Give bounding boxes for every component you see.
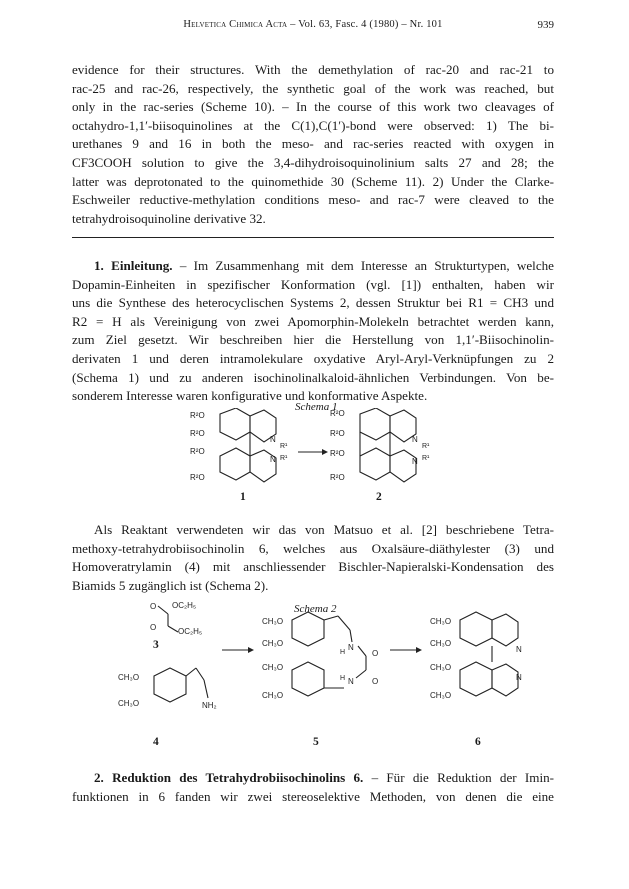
journal-citation — [72, 19, 554, 30]
summary-line: octahydro-1,1′-biisoquinolines at the C(1),C(1′)-bond were observed: 1) The bi- — [72, 117, 554, 133]
nitrogen-label: N — [516, 673, 522, 682]
nitrogen-label: N — [348, 677, 354, 686]
r1-label: R¹ — [422, 443, 430, 450]
scheme1-diagram — [180, 408, 460, 496]
oxygen-label: O — [150, 602, 157, 611]
running-header — [72, 19, 554, 35]
reactant-paragraph — [72, 521, 554, 595]
paragraph-line: Biamids 5 zugänglich ist (Schema 2). — [72, 577, 269, 593]
compound-number-3: 3 — [153, 639, 159, 651]
oxygen-label: O — [372, 649, 379, 658]
methoxy-label: CH₃O — [118, 699, 140, 708]
compound-number-1: 1 — [240, 491, 246, 503]
journal-issue: – Vol. 63, Fasc. 4 (1980) – Nr. 101 — [287, 19, 443, 30]
r2o-label: R²O — [190, 447, 205, 456]
nitrogen-label: N — [270, 455, 276, 464]
arrow-head — [416, 647, 422, 653]
section-line: uns die Synthese des heterocyclischen Systems 2, dessen Struktur bei R1 = CH3 und — [72, 295, 554, 311]
oxygen-label: O — [150, 623, 157, 632]
summary-line: urethanes 9 and 16 in both the meso- and rac-series reacted with oxygen in — [72, 136, 554, 152]
section-line: Dopamin-Einheiten in spezifischer Konformation (vgl. [1]) enthalten, haben wir — [72, 276, 554, 292]
section-line: derivaten 1 und deren intramolekulare oxydative Aryl-Aryl-Verknüpfungen zu 2 — [72, 350, 554, 366]
paragraph-line: Homoveratrylamin (4) mit anschliessender Bischler-Napieralski-Kondensation des — [72, 559, 554, 575]
section-line: – Im Zusammenhang mit dem Interesse an Strukturtypen, welche — [172, 258, 554, 273]
summary-line: tetrahydroisoquinoline derivative 32. — [72, 210, 266, 226]
nitrogen-label: N — [516, 645, 522, 654]
r2o-label: R²O — [330, 409, 345, 418]
summary-line: Eschweiler reductive-methylation conditions meso- and rac-7 were cleaved to the — [72, 192, 554, 208]
r2o-label: R²O — [330, 449, 345, 458]
scheme2-diagram — [112, 596, 532, 732]
amine-label: NH₂ — [202, 701, 217, 710]
r1-label: R¹ — [422, 455, 430, 462]
methoxy-label: CH₃O — [430, 663, 452, 672]
methoxy-label: CH₃O — [430, 617, 452, 626]
compound4-structure — [118, 668, 217, 710]
nitrogen-label: N — [412, 457, 418, 466]
section-line: zum Ziel gesetzt. Wir beschreiben hier die Herstellung von 1,1′-Biisochinolin- — [72, 332, 554, 348]
arrow-head — [322, 449, 328, 455]
nitrogen-label: N — [348, 643, 354, 652]
r2o-label: R²O — [190, 473, 205, 482]
section-line: – Für die Reduktion der Imin- — [363, 770, 554, 785]
methoxy-label: CH₃O — [262, 639, 284, 648]
scheme1-caption: Schema 1 — [295, 401, 338, 413]
nitrogen-label: N — [412, 435, 418, 444]
section-divider — [72, 237, 554, 238]
oxygen-label: O — [372, 677, 379, 686]
section-heading: 2. Reduktion des Tetrahydrobiisochinolins 6. — [94, 770, 364, 785]
summary-paragraph — [72, 61, 554, 228]
hydrogen-label: H — [340, 675, 346, 682]
journal-name: Helvetica Chimica Acta — [183, 19, 288, 30]
r2o-label: R²O — [190, 411, 205, 420]
ethoxy-label: OC₂H₅ — [172, 601, 197, 610]
methoxy-label: CH₃O — [262, 617, 284, 626]
section-first-line — [72, 257, 554, 276]
compound-number-6: 6 — [475, 736, 481, 748]
compound-number-5: 5 — [313, 736, 319, 748]
r1-label: R¹ — [280, 455, 288, 462]
section-line: funktionen in 6 fanden wir zwei stereoselektive Methoden, von denen die eine — [72, 788, 554, 804]
compound3-structure — [150, 601, 202, 636]
page-number: 939 — [537, 19, 554, 31]
arrow-head — [248, 647, 254, 653]
r2o-label: R²O — [190, 429, 205, 438]
nitrogen-label: N — [270, 435, 276, 444]
compound-number-4: 4 — [153, 736, 159, 748]
compound2-structure — [330, 408, 430, 482]
methoxy-label: CH₃O — [430, 691, 452, 700]
section-line: (Schema 1) und zu anderen isochinolinalkaloid-ähnlichen Verbindungen. Von be- — [72, 369, 554, 385]
hydrogen-label: H — [340, 649, 346, 656]
section-reduktion — [72, 769, 554, 806]
section-first-line — [72, 769, 554, 788]
compound5-structure — [262, 612, 378, 700]
summary-line: latter was deprotonated to the quinomethide 30 (Scheme 11). 2) Under the Clarke- — [72, 173, 554, 189]
compound-number-2: 2 — [376, 491, 382, 503]
compound6-structure — [430, 612, 522, 700]
section-line: R2 = H als Vereinigung von zwei Apomorphin-Molekeln betrachtet werden kann, — [72, 313, 554, 329]
methoxy-label: CH₃O — [430, 639, 452, 648]
r2o-label: R²O — [330, 473, 345, 482]
methoxy-label: CH₃O — [262, 663, 284, 672]
compound1-structure — [190, 408, 288, 482]
r2o-label: R²O — [330, 429, 345, 438]
section-line: sonderem Interesse waren konfigurative und konformative Aspekte. — [72, 388, 428, 404]
scheme2-caption: Schema 2 — [294, 603, 337, 615]
paragraph-line: Als Reaktant verwendeten wir das von Matsuo et al. [2] beschriebene Tetra- — [94, 522, 554, 537]
methoxy-label: CH₃O — [262, 691, 284, 700]
paragraph-line: methoxy-tetrahydrobiisochinolin 6, welches aus Oxalsäure-diäthylester (3) und — [72, 540, 554, 556]
methoxy-label: CH₃O — [118, 673, 140, 682]
summary-line: rac-25 and rac-26, respectively, the synthetic goal of the work was reached, but — [72, 80, 554, 96]
section-heading: 1. Einleitung. — [94, 258, 173, 273]
section-einleitung — [72, 257, 554, 406]
r1-label: R¹ — [280, 443, 288, 450]
summary-line: CF3COOH solution to give the 3,4-dihydroisoquinolinium salts 27 and 28; the — [72, 154, 554, 170]
summary-line: evidence for their structures. With the demethylation of rac-20 and rac-21 to — [72, 62, 554, 77]
ethoxy-label: OC₂H₅ — [178, 627, 203, 636]
summary-line: only in the rac-series (Scheme 10). – In the course of this work two cleavages of — [72, 99, 554, 115]
